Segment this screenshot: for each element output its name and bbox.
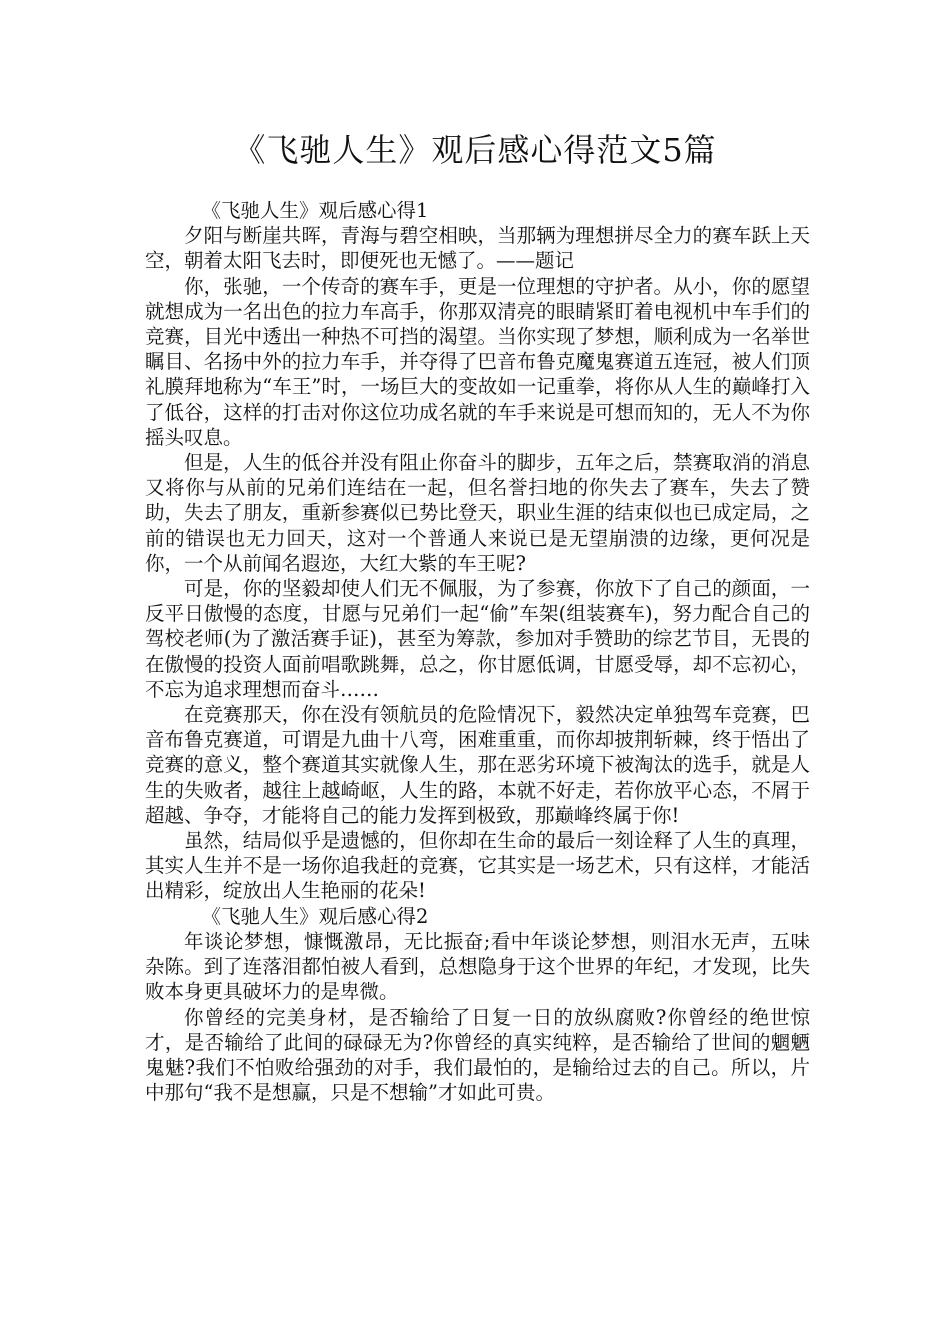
paragraph: 但是，人生的低谷并没有阻止你奋斗的脚步，五年之后，禁赛取消的消息又将你与从前的兄弟们连结在一起，但名誉扫地的你失去了赛车，失去了赞助，失去了朋友，重新参赛似已势比登天，职业生涯的结束似也已成定局，之前的错误也无力回天，这对一个普通人来说已是无望崩溃的边缘，更何况是你，一个从前闻名遐迩，大红大紫的车王呢?	[145, 451, 810, 575]
document-title: 《飞驰人生》观后感心得范文5篇	[233, 131, 717, 169]
paragraph: 可是，你的坚毅却使人们无不佩服，为了参赛，你放下了自己的颜面，一反平日傲慢的态度，甘愿与兄弟们一起“偷”车架(组装赛车)，努力配合自己的驾校老师(为了激活赛手证)，甚至为筹款，参加对手赞助的综艺节目，无畏的在傲慢的投资人面前唱歌跳舞，总之，你甘愿低调，甘愿受辱，却不忘初心，不忘为追求理想而奋斗……	[145, 577, 810, 701]
paragraph: 你，张驰，一个传奇的赛车手，更是一位理想的守护者。从小，你的愿望就想成为一名出色的拉力车高手，你那双清亮的眼睛紧盯着电视机中车手们的竞赛，目光中透出一种热不可挡的渴望。当你实现了梦想，顺利成为一名举世瞩目、名扬中外的拉力车手，并夺得了巴音布鲁克魔鬼赛道五连冠，被人们顶礼膜拜地称为“车王”时，一场巨大的变故如一记重拳，将你从人生的巅峰打入了低谷，这样的打击对你这位功成名就的车手来说是可想而知的，无人不为你摇头叹息。	[145, 274, 810, 449]
paragraph: 年谈论梦想，慷慨激昂，无比振奋;看中年谈论梦想，则泪水无声，五味杂陈。到了连落泪都怕被人看到，总想隐身于这个世界的年纪，才发现，比失败本身更具破坏力的是卑微。	[145, 929, 810, 1004]
paragraph: 在竞赛那天，你在没有领航员的危险情况下，毅然决定单独驾车竞赛，巴音布鲁克赛道，可谓是九曲十八弯，困难重重，而你却披荆斩棘，终于悟出了竞赛的意义，整个赛道其实就像人生，那在恶劣环境下被淘汰的选手，就是人生的失败者，越往上越崎岖，人生的路，本就不好走，若你放平心态，不屑于超越、争夺，才能将自己的能力发挥到极致，那巅峰终属于你!	[145, 703, 810, 827]
paragraph: 虽然，结局似乎是遗憾的，但你却在生命的最后一刻诠释了人生的真理，其实人生并不是一场你追我赶的竞赛，它其实是一场艺术，只有这样，才能活出精彩，绽放出人生艳丽的花朵!	[145, 829, 810, 903]
section-heading-2: 《飞驰人生》观后感心得2	[201, 904, 429, 928]
paragraph: 你曾经的完美身材，是否输给了日复一日的放纵腐败?你曾经的绝世惊才，是否输给了此间的碌碌无为?你曾经的真实纯粹，是否输给了世间的魍魉鬼魅?我们不怕败给强劲的对手，我们最怕的，是输给过去的自己。所以，片中那句“我不是想赢，只是不想输”才如此可贵。	[145, 1005, 810, 1105]
paragraph: 夕阳与断崖共晖，青海与碧空相映，当那辆为理想拼尽全力的赛车跃上天空，朝着太阳飞去时，即便死也无憾了。——题记	[145, 224, 810, 273]
section-heading-1: 《飞驰人生》观后感心得1	[201, 199, 429, 222]
document-body	[145, 198, 810, 1105]
